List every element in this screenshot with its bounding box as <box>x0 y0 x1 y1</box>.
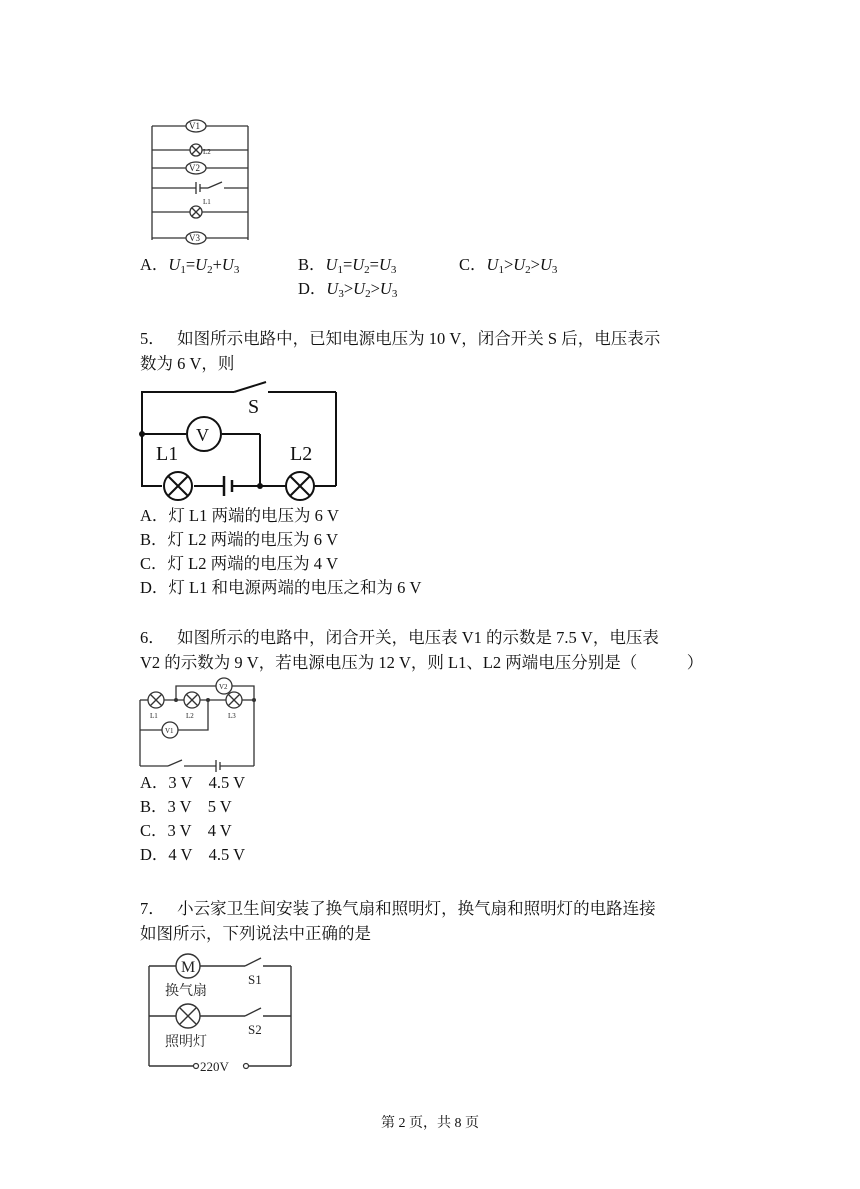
q4-l1-label: L1 <box>203 198 211 206</box>
q5-stem-line2: 数为 6 V，则 <box>140 354 235 373</box>
q7-circuit-figure <box>145 950 297 1074</box>
q4-circuit-figure <box>140 118 260 246</box>
q5-voltmeter-label: V <box>196 425 209 445</box>
q5-l1-label: L1 <box>156 443 179 465</box>
q5-option-d[interactable]: D．灯 L1 和电源两端的电压之和为 6 V <box>140 578 422 597</box>
q6-stem-line1: 6． 如图所示的电路中，闭合开关，电压表 V1 的示数是 7.5 V，电压表 <box>140 628 659 647</box>
q6-option-a[interactable]: A．3 V 4.5 V <box>140 773 245 792</box>
page-footer: 第 2 页，共 8 页 <box>381 1116 479 1131</box>
q5-circuit-figure <box>138 378 342 504</box>
q6-circuit-figure <box>138 676 262 774</box>
q6-l3-label: L3 <box>228 712 236 720</box>
q6-option-c[interactable]: C．3 V 4 V <box>140 821 232 840</box>
q6-v1-label: V1 <box>165 727 174 735</box>
q6-stem-line2: V2 的示数为 9 V，若电源电压为 12 V，则 L1、L2 两端电压分别是（ ） <box>140 653 704 672</box>
q7-stem-line2: 如图所示，下列说法中正确的是 <box>140 924 371 943</box>
q7-fan-label: 换气扇 <box>165 984 207 999</box>
q5-option-b[interactable]: B．灯 L2 两端的电压为 6 V <box>140 530 339 549</box>
q5-stem-line1: 5． 如图所示电路中，已知电源电压为 10 V，闭合开关 S 后，电压表示 <box>140 329 661 348</box>
q7-s1-label: S1 <box>248 972 262 987</box>
q7-s2-label: S2 <box>248 1022 262 1037</box>
q7-voltage-label: 220V <box>200 1059 229 1074</box>
q4-option-c[interactable]: C．$U_1>U_2>U_3$ <box>459 255 558 276</box>
q4-l2-label: L2 <box>203 148 211 156</box>
q6-option-d[interactable]: D．4 V 4.5 V <box>140 845 245 864</box>
q6-v2-label: V2 <box>219 683 228 691</box>
q4-v2-label: V2 <box>189 163 200 173</box>
q5-option-a[interactable]: A．灯 L1 两端的电压为 6 V <box>140 506 339 525</box>
q4-option-d[interactable]: D．$U_3>U_2>U_3$ <box>298 279 398 300</box>
q6-option-b[interactable]: B．3 V 5 V <box>140 797 232 816</box>
q5-switch-label: S <box>248 396 260 418</box>
q4-v3-label: V3 <box>189 233 200 243</box>
q7-stem-line1: 7． 小云家卫生间安装了换气扇和照明灯，换气扇和照明灯的电路连接 <box>140 899 656 918</box>
q6-l2-label: L2 <box>186 712 194 720</box>
q5-l2-label: L2 <box>290 443 313 465</box>
q4-option-a[interactable]: A．$U_1=U_2+U_3$ <box>140 255 240 276</box>
q4-option-b[interactable]: B．$U_1=U_2=U_3$ <box>298 255 397 276</box>
q4-v1-label: V1 <box>189 121 200 131</box>
q7-lamp-label: 照明灯 <box>165 1035 207 1050</box>
q5-option-c[interactable]: C．灯 L2 两端的电压为 4 V <box>140 554 339 573</box>
q6-l1-label: L1 <box>150 712 158 720</box>
q7-motor-label: M <box>181 959 196 976</box>
